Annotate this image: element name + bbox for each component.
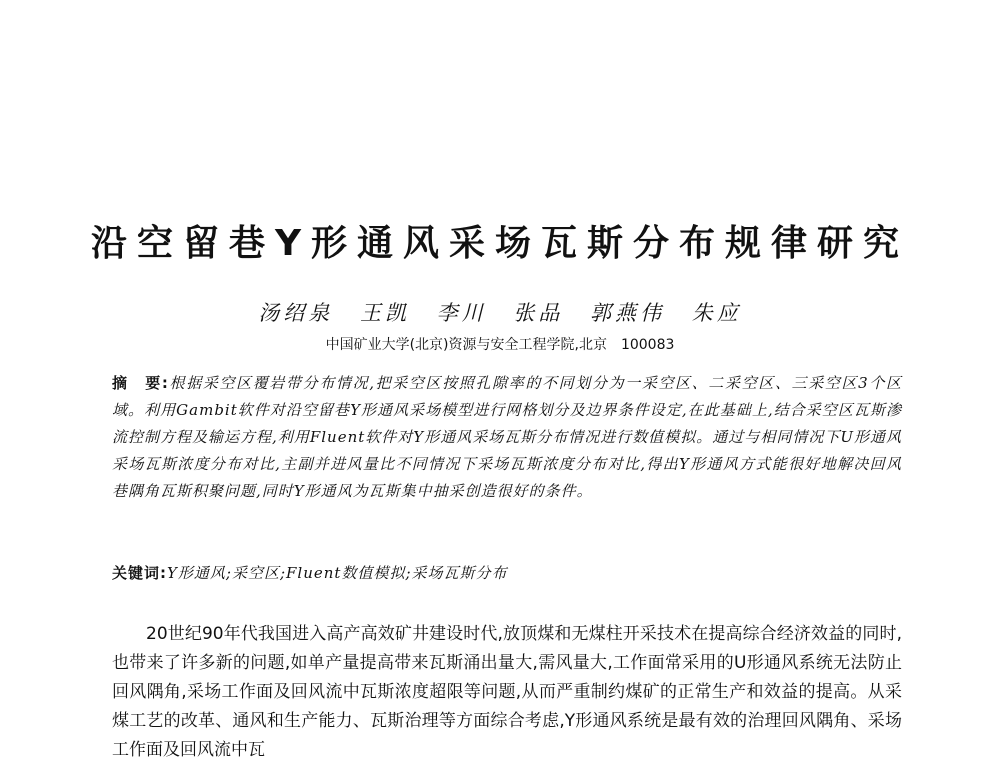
author-list [0, 298, 1000, 328]
keywords [112, 560, 902, 587]
abstract-text: 根据采空区覆岩带分布情况,把采空区按照孔隙率的不同划分为一采空区、二采空区、三采空区3个区域。利用Gambit软件对沿空留巷Y形通风采场模型进行网格划分及边界条件设定,在此基础上,结合采空区瓦斯渗流控制方程及输运方程,利用Fluent软件对Y形通风采场瓦斯分布情况进行数值模拟。通过与相同情况下U形通风采场瓦斯浓度分布对比,主副并进风量比不同情况下采场瓦斯浓度分布对比,得出Y形通风方式能很好地解决回风巷隅角瓦斯积聚问题,同时Y形通风为瓦斯集中抽采创造很好的条件。 [112, 374, 902, 500]
author-name: 王凯 [359, 301, 410, 325]
author-name: 李川 [436, 301, 487, 325]
keywords-text: Y形通风;采空区;Fluent数值模拟;采场瓦斯分布 [167, 564, 508, 582]
author-name: 郭燕伟 [590, 301, 666, 325]
body-paragraph: 20世纪90年代我国进入高产高效矿井建设时代,放顶煤和无煤柱开采技术在提高综合经济效益的同时,也带来了许多新的问题,如单产量提高带来瓦斯涌出量大,需风量大,工作面常采用的U形通风系统无法防止回风隅角,采场工作面及回风流中瓦斯浓度超限等问题,从而严重制约煤矿的正常生产和效益的提高。从采煤工艺的改革、通风和生产能力、瓦斯治理等方面综合考虑,Y形通风系统是最有效的治理回风隅角、采场工作面及回风流中瓦 [112, 624, 902, 760]
abstract-label: 摘 要: [112, 374, 169, 392]
keywords-label: 关键词: [112, 564, 167, 582]
abstract [112, 370, 902, 505]
paper-title: 沿空留巷Y形通风采场瓦斯分布规律研究 [90, 223, 910, 264]
affiliation: 中国矿业大学(北京)资源与安全工程学院,北京 100083 [325, 337, 675, 353]
author-name: 朱应 [691, 301, 742, 325]
author-name: 张品 [513, 301, 564, 325]
author-name: 汤绍泉 [258, 301, 334, 325]
